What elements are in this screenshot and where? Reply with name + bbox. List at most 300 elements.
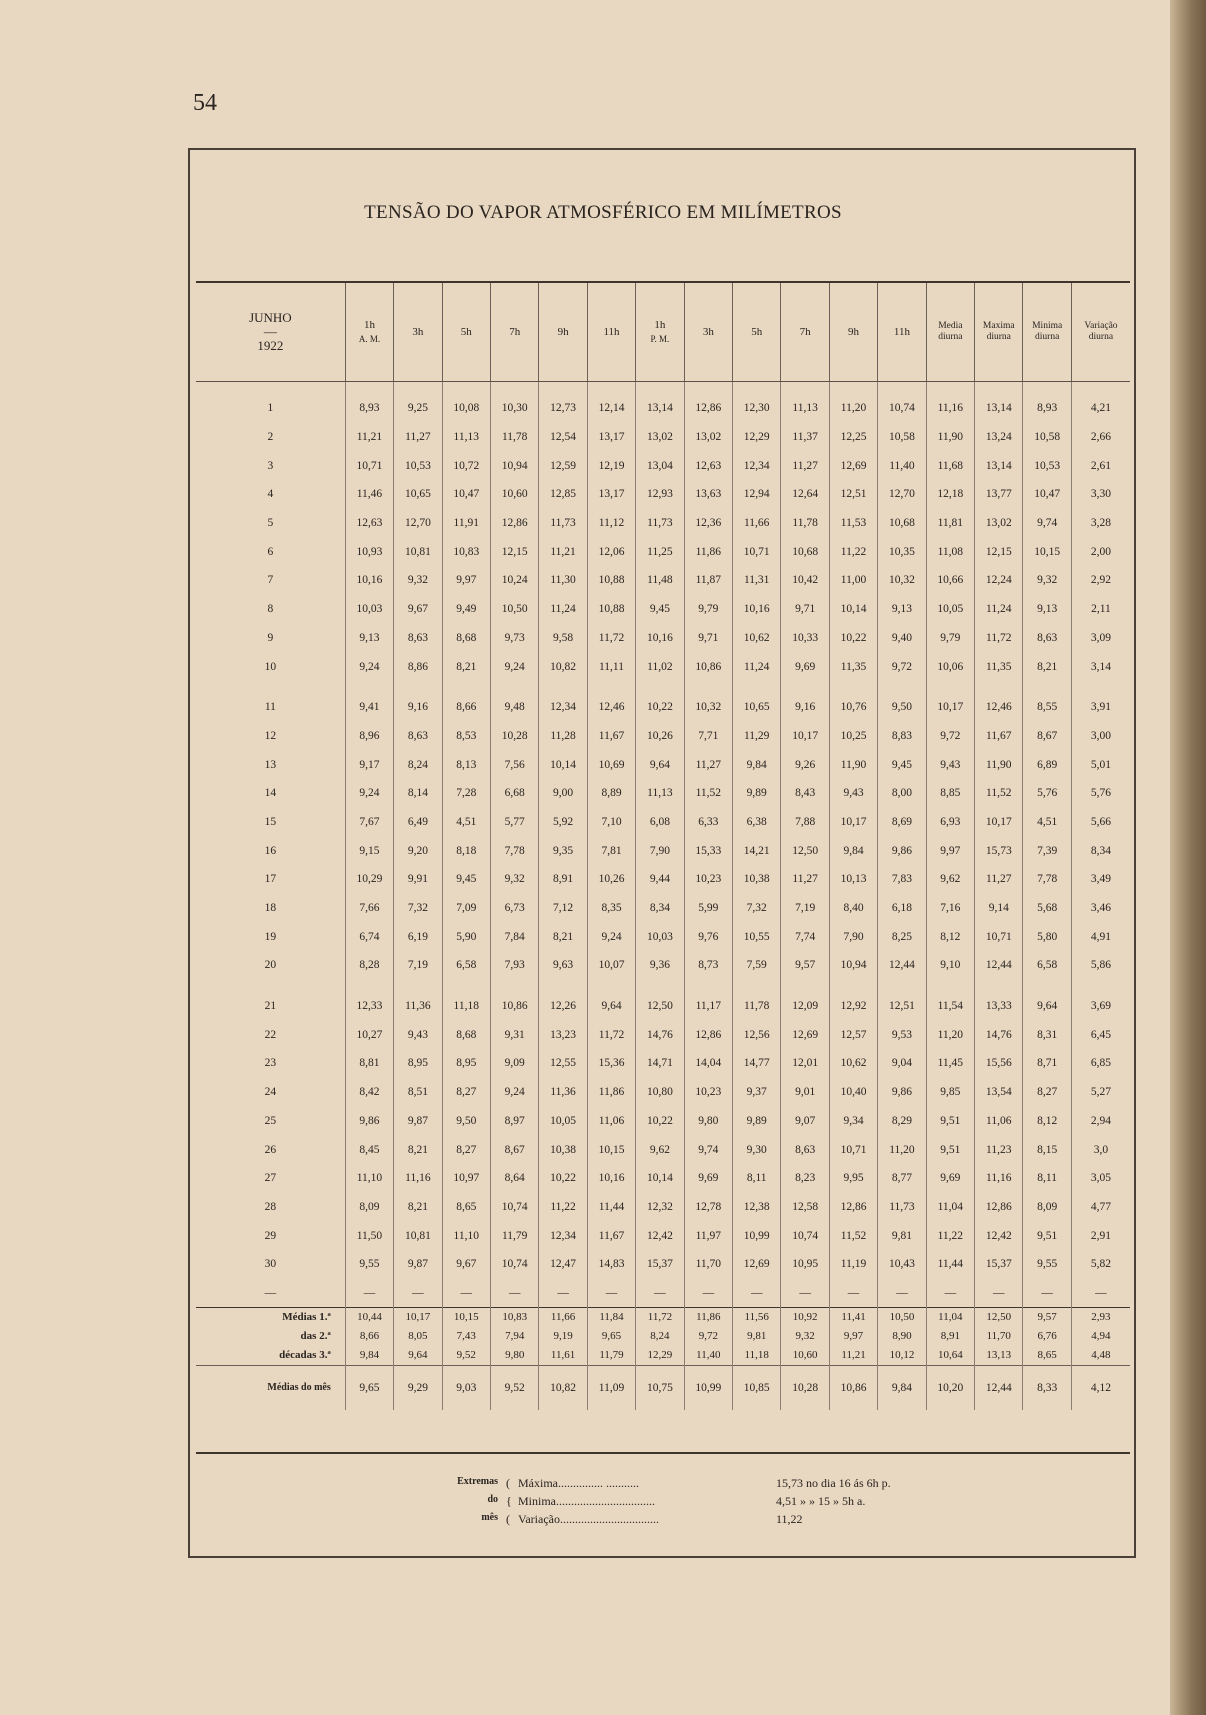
spacer-cell — [975, 681, 1023, 693]
value-cell: — — [442, 1279, 490, 1308]
value-cell: 11,70 — [975, 1327, 1023, 1346]
value-cell: 9,25 — [394, 394, 442, 423]
extreme-name: Máxima............... ........... — [518, 1476, 639, 1490]
value-cell: 10,74 — [878, 394, 926, 423]
value-cell: 10,05 — [539, 1107, 587, 1136]
value-cell: 12,18 — [926, 480, 974, 509]
value-cell: 8,96 — [345, 722, 393, 751]
value-cell: 8,89 — [587, 779, 635, 808]
spacer-cell — [1071, 382, 1130, 395]
value-cell: 11,66 — [733, 509, 781, 538]
value-cell: 11,52 — [684, 779, 732, 808]
value-cell: 9,13 — [878, 595, 926, 624]
value-cell: 8,05 — [394, 1327, 442, 1346]
day-cell: 21 — [196, 992, 345, 1021]
day-cell: 13 — [196, 750, 345, 779]
value-cell: 6,38 — [733, 808, 781, 837]
value-cell: 3,0 — [1093, 1143, 1109, 1156]
value-cell: 8,40 — [829, 894, 877, 923]
value-cell: 12,15 — [975, 537, 1023, 566]
value-cell: 10,16 — [345, 566, 393, 595]
value-cell: 9,81 — [878, 1221, 926, 1250]
extreme-value: 4,51 » » 15 » 5h a. — [776, 1494, 866, 1508]
table-row — [196, 652, 1130, 681]
value-cell: 9,00 — [539, 779, 587, 808]
spacer-cell — [1023, 681, 1071, 693]
value-cell: 7,90 — [829, 922, 877, 951]
value-cell: 7,19 — [394, 951, 442, 980]
value-cell: 9,19 — [539, 1327, 587, 1346]
month-dash: — — [263, 324, 277, 339]
decade-mark: 1.ª — [319, 1311, 331, 1324]
value-cell: 11,53 — [829, 509, 877, 538]
value-cell: 10,85 — [733, 1365, 781, 1410]
value-cell: 8,09 — [345, 1193, 393, 1222]
dash-row — [196, 1279, 1130, 1308]
value-cell: 10,65 — [394, 480, 442, 509]
value-cell: 8,31 — [1023, 1020, 1071, 1049]
value-cell: 9,16 — [781, 693, 829, 722]
value-cell: 10,60 — [490, 480, 538, 509]
brace: { — [506, 1494, 512, 1508]
value-cell: 11,84 — [587, 1307, 635, 1327]
value-cell: 9,29 — [394, 1365, 442, 1410]
value-cell: 13,14 — [636, 394, 684, 423]
table-row — [196, 1250, 1130, 1279]
value-cell: 8,24 — [636, 1327, 684, 1346]
day-cell: 15 — [196, 808, 345, 837]
value-cell: 11,00 — [829, 566, 877, 595]
value-cell: 9,51 — [926, 1135, 974, 1164]
value-cell: 11,24 — [975, 595, 1023, 624]
col-header: 7h — [781, 283, 829, 382]
value-cell: 11,50 — [345, 1221, 393, 1250]
value-cell: 12,93 — [636, 480, 684, 509]
value-cell: 12,69 — [733, 1250, 781, 1279]
value-cell: 9,40 — [878, 624, 926, 653]
value-cell: 7,71 — [684, 722, 732, 751]
value-cell: 9,16 — [394, 693, 442, 722]
value-cell: 11,73 — [539, 509, 587, 538]
value-cell: 10,81 — [394, 537, 442, 566]
value-cell: 13,04 — [636, 451, 684, 480]
spacer-cell — [539, 382, 587, 395]
value-cell: 11,24 — [539, 595, 587, 624]
value-cell: 10,71 — [733, 537, 781, 566]
value-cell: 9,45 — [878, 750, 926, 779]
value-cell: 10,14 — [829, 595, 877, 624]
value-cell: 10,14 — [636, 1164, 684, 1193]
value-cell: 14,71 — [636, 1049, 684, 1078]
value-cell: 10,38 — [733, 865, 781, 894]
value-cell: 10,22 — [636, 1107, 684, 1136]
value-cell: 8,27 — [442, 1078, 490, 1107]
spacer-cell — [636, 382, 684, 395]
value-cell: 10,26 — [587, 865, 635, 894]
value-cell: 5,86 — [1090, 959, 1111, 972]
value-cell: 9,69 — [926, 1164, 974, 1193]
spacer-cell — [926, 980, 974, 992]
value-cell: 11,30 — [539, 566, 587, 595]
value-cell: 11,12 — [587, 509, 635, 538]
value-cell: 10,23 — [684, 865, 732, 894]
value-cell: 10,24 — [490, 566, 538, 595]
value-cell: 11,22 — [539, 1193, 587, 1222]
header-row — [196, 283, 1130, 382]
value-cell: 15,37 — [636, 1250, 684, 1279]
value-cell: 6,93 — [926, 808, 974, 837]
value-cell: 11,16 — [975, 1164, 1023, 1193]
value-cell: 11,20 — [878, 1135, 926, 1164]
value-cell: 7,56 — [490, 750, 538, 779]
day-cell: 19 — [196, 922, 345, 951]
value-cell: 4,48 — [1091, 1349, 1111, 1362]
value-cell: 2,11 — [1091, 603, 1111, 616]
value-cell: 10,17 — [975, 808, 1023, 837]
value-cell: 8,86 — [394, 652, 442, 681]
value-cell: 15,36 — [587, 1049, 635, 1078]
value-cell: 14,83 — [587, 1250, 635, 1279]
value-cell: 9,43 — [926, 750, 974, 779]
value-cell: 8,93 — [345, 394, 393, 423]
value-cell: 9,97 — [829, 1327, 877, 1346]
value-cell: 12,46 — [975, 693, 1023, 722]
value-cell: 8,12 — [1023, 1107, 1071, 1136]
value-cell: 13,17 — [587, 423, 635, 452]
value-cell: 6,85 — [1090, 1057, 1111, 1070]
value-cell: 11,36 — [394, 992, 442, 1021]
day-cell: 7 — [196, 566, 345, 595]
value-cell: 10,44 — [345, 1307, 393, 1327]
value-cell: — — [1023, 1279, 1071, 1308]
value-cell: 8,23 — [781, 1164, 829, 1193]
value-cell: 14,76 — [636, 1020, 684, 1049]
value-cell: 10,22 — [636, 693, 684, 722]
spacer-cell — [781, 681, 829, 693]
table-row — [196, 836, 1130, 865]
value-cell: 8,09 — [1023, 1193, 1071, 1222]
value-cell: 3,30 — [1090, 488, 1111, 501]
spacer-cell — [587, 681, 635, 693]
value-cell: 12,58 — [781, 1193, 829, 1222]
value-cell: 3,91 — [1090, 701, 1111, 714]
value-cell: 12,46 — [587, 693, 635, 722]
day-cell: 16 — [196, 836, 345, 865]
value-cell: 6,89 — [1023, 750, 1071, 779]
value-cell: 11,20 — [926, 1020, 974, 1049]
value-cell: 12,25 — [829, 423, 877, 452]
day-cell: 4 — [196, 480, 345, 509]
value-cell: 11,40 — [878, 451, 926, 480]
value-cell: 5,92 — [539, 808, 587, 837]
value-cell: 7,93 — [490, 951, 538, 980]
value-cell: 12,54 — [539, 423, 587, 452]
value-cell: 11,06 — [975, 1107, 1023, 1136]
value-cell: 5,68 — [1023, 894, 1071, 923]
value-cell: 11,73 — [636, 509, 684, 538]
table-row — [196, 624, 1130, 653]
value-cell: 10,55 — [733, 922, 781, 951]
value-cell: 12,55 — [539, 1049, 587, 1078]
value-cell: — — [1095, 1286, 1107, 1299]
value-cell: 9,32 — [1023, 566, 1071, 595]
day-cell: 9 — [196, 624, 345, 653]
table-row — [196, 1164, 1130, 1193]
value-cell: 12,64 — [781, 480, 829, 509]
extreme-name: Minima................................. — [518, 1494, 655, 1508]
value-cell: 6,45 — [1090, 1028, 1111, 1041]
value-cell: 7,74 — [781, 922, 829, 951]
table-row — [196, 1049, 1130, 1078]
value-cell: 11,79 — [490, 1221, 538, 1250]
value-cell: 11,72 — [636, 1307, 684, 1327]
value-cell: 9,69 — [684, 1164, 732, 1193]
value-cell: 6,18 — [878, 894, 926, 923]
day-cell: 1 — [196, 394, 345, 423]
value-cell: 13,14 — [975, 451, 1023, 480]
col-header: 3h — [394, 283, 442, 382]
decade-label: das — [300, 1330, 317, 1343]
value-cell: 10,47 — [442, 480, 490, 509]
month-label: JUNHO — [249, 310, 292, 325]
value-cell: 8,51 — [394, 1078, 442, 1107]
value-cell: 8,67 — [490, 1135, 538, 1164]
value-cell: 8,66 — [345, 1327, 393, 1346]
spacer-cell — [829, 681, 877, 693]
value-cell: 7,10 — [587, 808, 635, 837]
extremes-label: do — [487, 1494, 498, 1505]
value-cell: 9,04 — [878, 1049, 926, 1078]
value-cell: 4,77 — [1090, 1200, 1111, 1213]
value-cell: 7,94 — [490, 1327, 538, 1346]
value-cell: 11,44 — [587, 1193, 635, 1222]
value-cell: 11,79 — [587, 1346, 635, 1366]
value-cell: 11,28 — [539, 722, 587, 751]
value-cell: 10,17 — [781, 722, 829, 751]
value-cell: 11,66 — [539, 1307, 587, 1327]
value-cell: 10,76 — [829, 693, 877, 722]
table-row — [196, 537, 1130, 566]
day-cell: 6 — [196, 537, 345, 566]
value-cell: 12,32 — [636, 1193, 684, 1222]
am-label: A. M. — [358, 334, 381, 344]
value-cell: 9,37 — [733, 1078, 781, 1107]
value-cell: 9,49 — [442, 595, 490, 624]
spacer-cell — [394, 980, 442, 992]
value-cell: — — [394, 1279, 442, 1308]
value-cell: 9,24 — [345, 652, 393, 681]
value-cell: — — [636, 1279, 684, 1308]
value-cell: 9,43 — [829, 779, 877, 808]
value-cell: 9,73 — [490, 624, 538, 653]
value-cell: 10,50 — [878, 1307, 926, 1327]
value-cell: 11,29 — [733, 722, 781, 751]
spacer-cell — [442, 382, 490, 395]
value-cell: 11,40 — [684, 1346, 732, 1366]
value-cell: 8,42 — [345, 1078, 393, 1107]
value-cell: 6,68 — [490, 779, 538, 808]
value-cell: 8,63 — [1023, 624, 1071, 653]
value-cell: 10,80 — [636, 1078, 684, 1107]
value-cell: 10,29 — [345, 865, 393, 894]
value-cell: 9,76 — [684, 922, 732, 951]
value-cell: 11,86 — [587, 1078, 635, 1107]
value-cell: 10,38 — [539, 1135, 587, 1164]
value-cell: 14,77 — [733, 1049, 781, 1078]
value-cell: 13,02 — [975, 509, 1023, 538]
value-cell: 11,27 — [684, 750, 732, 779]
value-cell: 9,80 — [684, 1107, 732, 1136]
spacer-cell — [539, 980, 587, 992]
value-cell: 9,97 — [442, 566, 490, 595]
value-cell: 9,89 — [733, 779, 781, 808]
table-row — [196, 1135, 1130, 1164]
value-cell: 10,58 — [878, 423, 926, 452]
value-cell: 10,72 — [442, 451, 490, 480]
value-cell: 9,85 — [926, 1078, 974, 1107]
value-cell: 12,34 — [539, 693, 587, 722]
spacer-cell — [1071, 980, 1130, 992]
value-cell: 10,16 — [636, 624, 684, 653]
value-cell: 11,13 — [636, 779, 684, 808]
value-cell: 12,59 — [539, 451, 587, 480]
table-row — [196, 1193, 1130, 1222]
value-cell: 9,17 — [345, 750, 393, 779]
value-cell: 9,87 — [394, 1107, 442, 1136]
value-cell: 4,51 — [1023, 808, 1071, 837]
value-cell: 8,21 — [394, 1193, 442, 1222]
value-cell: 10,97 — [442, 1164, 490, 1193]
value-cell: 10,83 — [442, 537, 490, 566]
value-cell: 9,57 — [781, 951, 829, 980]
table-row — [196, 1020, 1130, 1049]
value-cell: 9,95 — [829, 1164, 877, 1193]
value-cell: 6,19 — [394, 922, 442, 951]
value-cell: 9,64 — [1023, 992, 1071, 1021]
spacer-cell — [733, 980, 781, 992]
value-cell: 9,67 — [442, 1250, 490, 1279]
day-cell — [196, 1307, 345, 1327]
value-cell: 10,07 — [587, 951, 635, 980]
value-cell: 10,26 — [636, 722, 684, 751]
value-cell: 8,28 — [345, 951, 393, 980]
value-cell: 12,34 — [539, 1221, 587, 1250]
spacer-row — [196, 980, 1130, 992]
value-cell: 7,28 — [442, 779, 490, 808]
value-cell: 11,27 — [394, 423, 442, 452]
value-cell: 4,51 — [442, 808, 490, 837]
value-cell: 8,11 — [1023, 1164, 1071, 1193]
value-cell: 8,18 — [442, 836, 490, 865]
value-cell: 9,97 — [926, 836, 974, 865]
value-cell: 10,68 — [781, 537, 829, 566]
value-cell: 11,20 — [829, 394, 877, 423]
value-cell: 10,15 — [442, 1307, 490, 1327]
value-cell: 10,20 — [926, 1365, 974, 1410]
value-cell: 11,70 — [684, 1250, 732, 1279]
value-cell: 11,91 — [442, 509, 490, 538]
value-cell: 8,85 — [926, 779, 974, 808]
col-header: 3h — [684, 283, 732, 382]
col-header: 5h — [733, 283, 781, 382]
value-cell: 11,67 — [975, 722, 1023, 751]
value-cell: 9,51 — [926, 1107, 974, 1136]
day-cell — [196, 1346, 345, 1366]
value-cell: 12,51 — [878, 992, 926, 1021]
extreme-row — [196, 1476, 1130, 1494]
table-row — [196, 992, 1130, 1021]
value-cell: 10,22 — [829, 624, 877, 653]
value-cell: 8,97 — [490, 1107, 538, 1136]
day-cell: 8 — [196, 595, 345, 624]
day-cell: 23 — [196, 1049, 345, 1078]
value-cell: 11,16 — [926, 394, 974, 423]
value-cell: 12,44 — [878, 951, 926, 980]
table-row — [196, 808, 1130, 837]
value-cell: 12,29 — [733, 423, 781, 452]
spacer-cell — [490, 980, 538, 992]
value-cell: 11,48 — [636, 566, 684, 595]
value-cell: 10,16 — [733, 595, 781, 624]
value-cell: 8,14 — [394, 779, 442, 808]
month-extremes — [196, 1452, 1130, 1550]
value-cell: 7,19 — [781, 894, 829, 923]
value-cell: 5,82 — [1090, 1258, 1111, 1271]
value-cell: 9,24 — [490, 652, 538, 681]
value-cell: 3,46 — [1090, 902, 1111, 915]
value-cell: 7,78 — [490, 836, 538, 865]
spacer-cell — [539, 681, 587, 693]
value-cell: 10,65 — [733, 693, 781, 722]
value-cell: 8,34 — [636, 894, 684, 923]
value-cell: 11,78 — [781, 509, 829, 538]
value-cell: 10,03 — [345, 595, 393, 624]
value-cell: 13,54 — [975, 1078, 1023, 1107]
value-cell: 12,19 — [587, 451, 635, 480]
value-cell: 10,50 — [490, 595, 538, 624]
value-cell: 9,62 — [926, 865, 974, 894]
value-cell: 13,02 — [684, 423, 732, 452]
value-cell: 13,77 — [975, 480, 1023, 509]
day-cell: 25 — [196, 1107, 345, 1136]
value-cell: 10,66 — [926, 566, 974, 595]
value-cell: 3,14 — [1090, 660, 1111, 673]
value-cell: 9,14 — [975, 894, 1023, 923]
spacer-cell — [442, 681, 490, 693]
value-cell: 8,63 — [394, 722, 442, 751]
value-cell: 9,52 — [442, 1346, 490, 1366]
spacer-cell — [829, 980, 877, 992]
value-cell: 8,77 — [878, 1164, 926, 1193]
spacer-cell — [490, 681, 538, 693]
value-cell: 10,88 — [587, 595, 635, 624]
value-cell: 8,21 — [539, 922, 587, 951]
table-row — [196, 1078, 1130, 1107]
value-cell: 12,50 — [781, 836, 829, 865]
value-cell: 8,91 — [539, 865, 587, 894]
extreme-name: Variação................................. — [518, 1512, 659, 1526]
spacer-cell — [926, 382, 974, 395]
value-cell: 10,32 — [878, 566, 926, 595]
day-cell: 17 — [196, 865, 345, 894]
value-cell: 10,75 — [636, 1365, 684, 1410]
value-cell: 9,87 — [394, 1250, 442, 1279]
spacer-cell — [781, 980, 829, 992]
value-cell: 11,23 — [975, 1135, 1023, 1164]
value-cell: 9,43 — [394, 1020, 442, 1049]
value-cell: 10,12 — [878, 1346, 926, 1366]
value-cell: 8,65 — [1023, 1346, 1071, 1366]
